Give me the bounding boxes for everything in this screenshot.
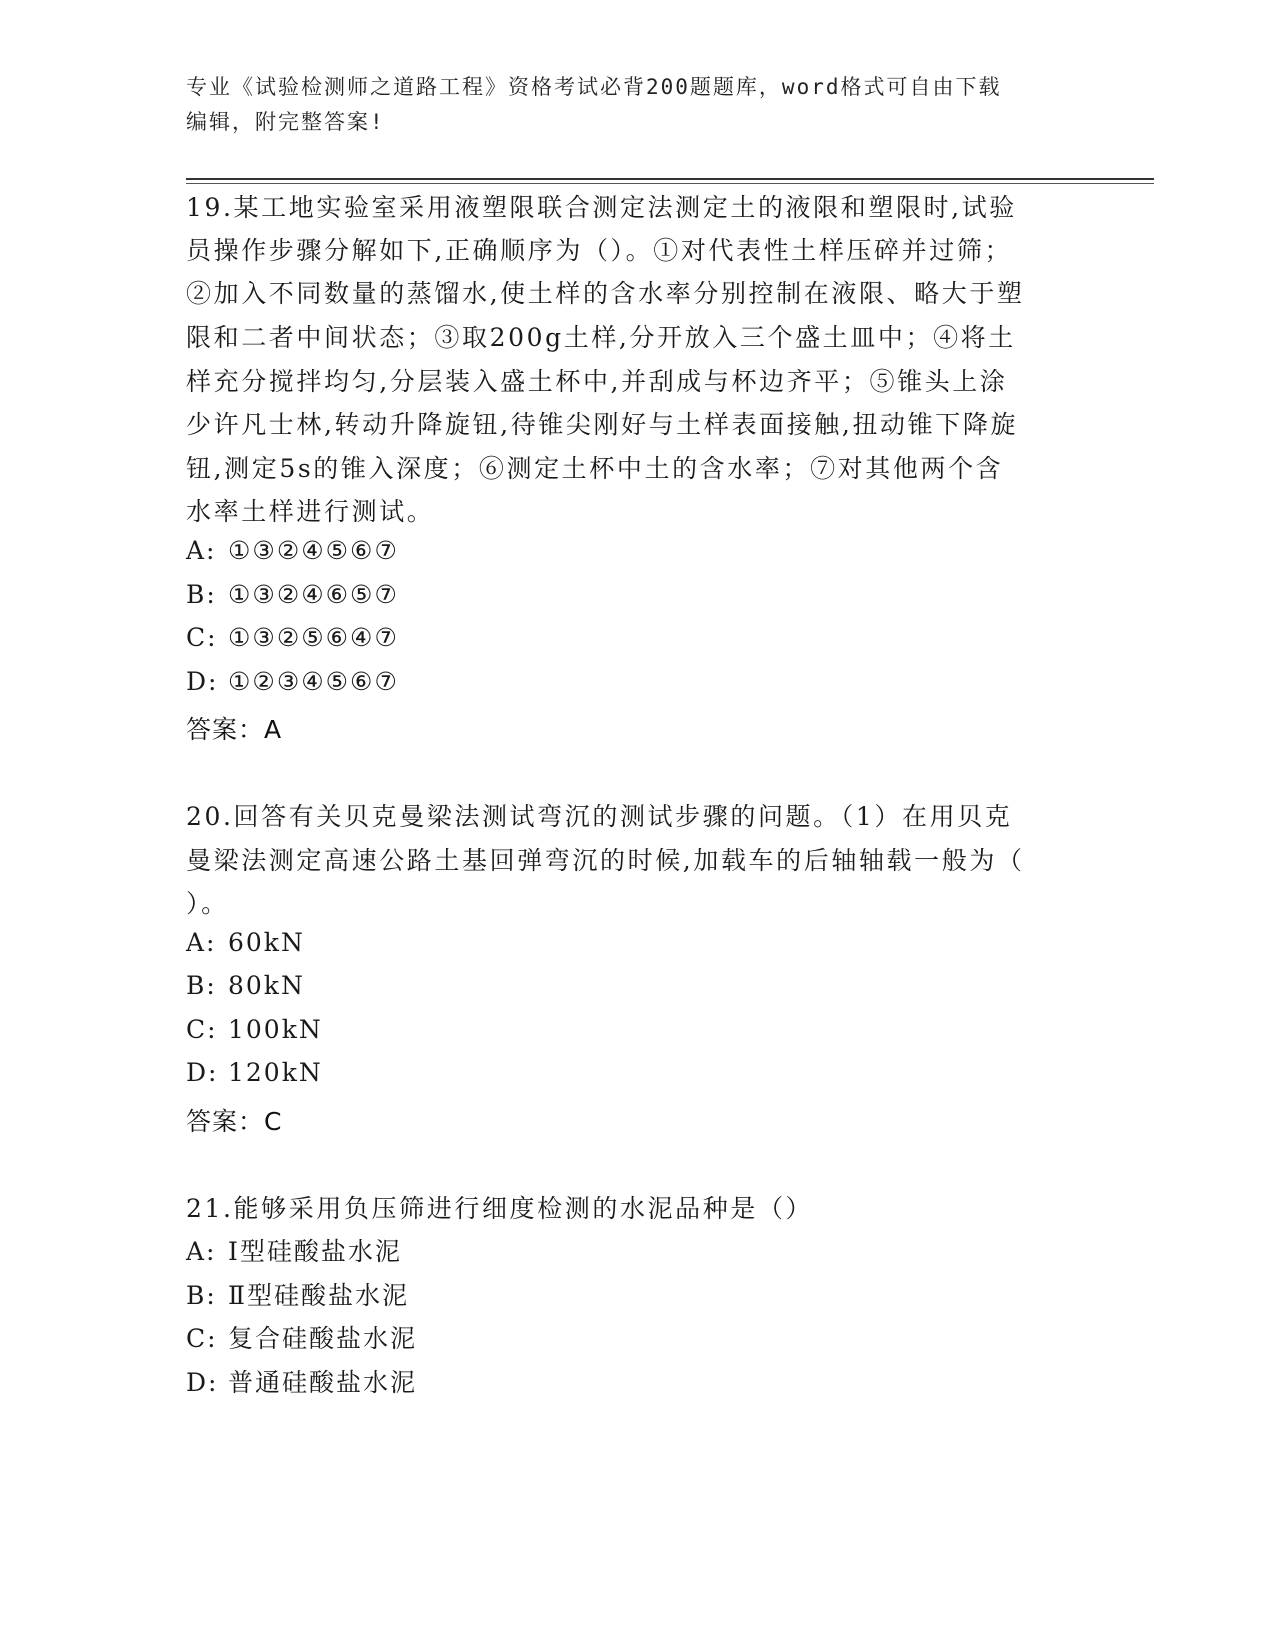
- question-text-line: 19.某工地实验室采用液塑限联合测定法测定土的液限和塑限时,试验: [186, 193, 1017, 222]
- option-c: [186, 1319, 417, 1355]
- option-key: C:: [186, 1324, 218, 1353]
- option-text: 100kN: [228, 1015, 323, 1044]
- option-key: B:: [186, 580, 217, 609]
- option-key: D:: [186, 667, 219, 696]
- option-text: ①③②④⑤⑥⑦: [228, 536, 399, 565]
- option-text: 普通硅酸盐水泥: [228, 1368, 418, 1397]
- question-text-line: 20.回答有关贝克曼梁法测试弯沉的测试步骤的问题。（1）在用贝克: [186, 802, 1013, 831]
- option-key: D:: [186, 1058, 219, 1087]
- option-key: A:: [186, 536, 217, 565]
- option-c: [186, 623, 399, 652]
- question-text-line: 样充分搅拌均匀,分层装入盛土杯中,并刮成与杯边齐平；⑤锥头上涂: [186, 367, 1008, 396]
- option-a: [186, 928, 305, 957]
- option-key: D:: [186, 1368, 219, 1397]
- option-text: Ⅰ型硅酸盐水泥: [228, 1237, 402, 1266]
- option-text: 120kN: [228, 1058, 323, 1087]
- header-divider-thin: [186, 183, 1154, 184]
- option-text: 60kN: [228, 928, 305, 957]
- option-d: [186, 1363, 417, 1399]
- option-b: [186, 971, 305, 1000]
- question-text-line: ②加入不同数量的蒸馏水,使土样的含水率分别控制在液限、略大于塑: [186, 279, 1025, 308]
- option-text: ①③②④⑥⑤⑦: [228, 580, 399, 609]
- option-a: [186, 1232, 402, 1268]
- option-key: A:: [186, 928, 217, 957]
- option-c: [186, 1015, 323, 1044]
- header-line-2: 编辑，附完整答案!: [186, 110, 385, 134]
- option-a: [186, 536, 399, 565]
- option-d: [186, 1058, 323, 1087]
- question-text-line: 员操作步骤分解如下,正确顺序为（）。①对代表性土样压碎并过筛；: [186, 236, 1013, 265]
- option-key: B:: [186, 1281, 217, 1310]
- answer: 答案：A: [186, 715, 283, 744]
- option-b: [186, 1276, 409, 1312]
- question-text-line: 曼梁法测定高速公路土基回弹弯沉的时候,加载车的后轴轴载一般为（: [186, 846, 1025, 875]
- answer: 答案：C: [186, 1107, 283, 1136]
- option-text: ①③②⑤⑥④⑦: [228, 623, 399, 652]
- page-header: [186, 70, 1076, 140]
- header-divider-thick: [186, 178, 1154, 180]
- option-b: [186, 580, 399, 609]
- option-text: Ⅱ型硅酸盐水泥: [228, 1281, 409, 1310]
- question-text-line: 21.能够采用负压筛进行细度检测的水泥品种是（）: [186, 1194, 814, 1223]
- question-text-line: ）。: [186, 889, 229, 918]
- question-text-line: 限和二者中间状态；③取200g土样,分开放入三个盛土皿中；④将土: [186, 323, 1016, 352]
- question-text-line: 少许凡士林,转动升降旋钮,待锥尖刚好与土样表面接触,扭动锥下降旋: [186, 410, 1019, 439]
- option-text: 复合硅酸盐水泥: [228, 1324, 418, 1353]
- option-text: 80kN: [228, 971, 305, 1000]
- question-text-line: 钮,测定5s的锥入深度；⑥测定土杯中土的含水率；⑦对其他两个含: [186, 454, 1004, 483]
- option-d: [186, 667, 399, 696]
- option-key: C:: [186, 1015, 218, 1044]
- option-key: C:: [186, 623, 218, 652]
- header-line-1: 专业《试验检测师之道路工程》资格考试必背200题题库，word格式可自由下载: [186, 75, 1002, 99]
- option-key: A:: [186, 1237, 217, 1266]
- option-key: B:: [186, 971, 217, 1000]
- option-text: ①②③④⑤⑥⑦: [228, 667, 399, 696]
- question-text-line: 水率土样进行测试。: [186, 497, 435, 526]
